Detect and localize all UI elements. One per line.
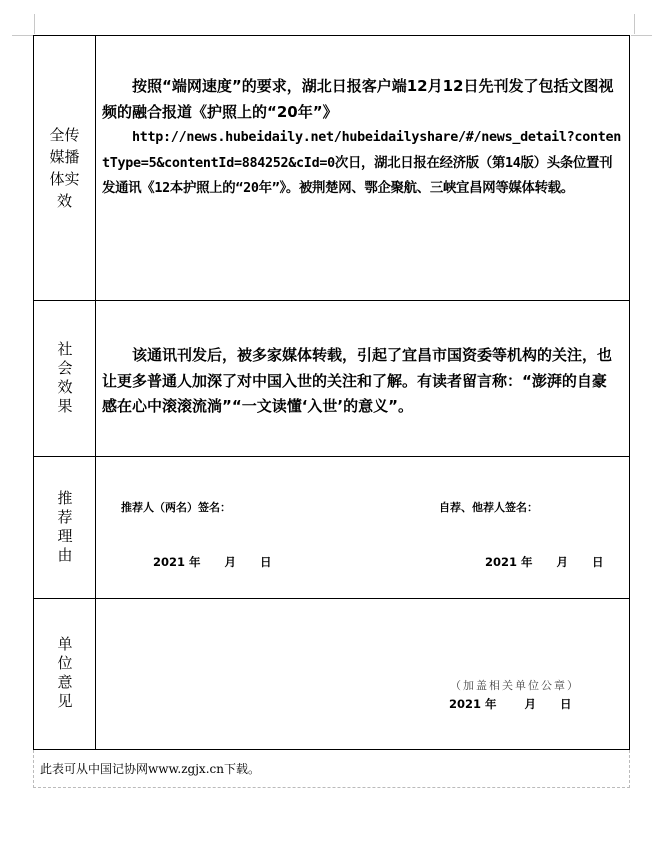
row-label: 全传媒播体实效 — [34, 36, 96, 300]
row-media-effect — [34, 36, 629, 301]
seal-note: （加盖相关单位公章） — [450, 679, 580, 692]
row-unit-opinion — [34, 599, 629, 749]
corner-mark — [631, 35, 652, 36]
row-recommendation — [34, 457, 629, 599]
self-recommender-date: 2021 年 月 日 — [485, 555, 604, 569]
recommender-signature-label: 推荐人（两名）签名： — [121, 501, 231, 514]
social-effect-text: 该通讯刊发后，被多家媒体转载，引起了宜昌市国资委等机构的关注，也让更多普通人加深了对中国入世的关注和了解。有读者留言称：“澎湃的自豪感在心中滚滚流淌”“一文读懂‘入世’的意义”。 — [102, 346, 613, 415]
row-label: 推荐理由 — [34, 457, 96, 598]
row-label: 单位意见 — [34, 599, 96, 749]
corner-mark — [12, 35, 33, 36]
self-recommender-signature-label: 自荐、他荐人签名： — [439, 501, 538, 514]
unit-date: 2021 年 月 日 — [449, 697, 572, 711]
recommender-date: 2021 年 月 日 — [153, 555, 272, 569]
row-label: 社会效果 — [34, 301, 96, 456]
corner-mark — [34, 14, 35, 34]
row-social-effect — [34, 301, 629, 457]
nomination-table — [33, 35, 630, 750]
footer-note: 此表可从中国记协网www.zgjx.cn下载。 — [33, 750, 630, 788]
media-effect-text: 按照“端网速度”的要求，湖北日报客户端12月12日先刊发了包括文图视频的融合报道《护照上的“20年”》 — [102, 77, 614, 121]
corner-mark — [634, 14, 635, 34]
media-effect-link-text: http://news.hubeidaily.net/hubeidailyshare/#/news_detail?contentType=5&contentId=884252&cId=0次日，湖北日报在经济版（第14版）头条位置刊发通讯《12本护照上的“20年”》。被荆楚网、鄂企聚航、三峡宜昌网等媒体转载。 — [102, 130, 621, 196]
